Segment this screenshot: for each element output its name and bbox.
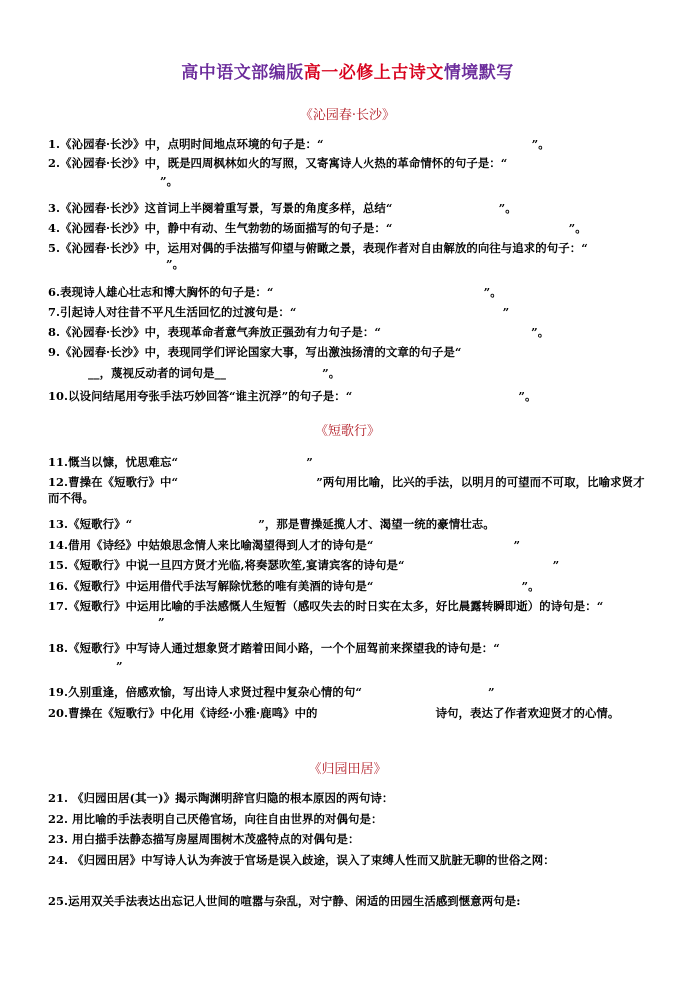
section-heading-guiyuantianju: 《归园田居》 <box>308 762 387 777</box>
question-4: 4.《沁园春·长沙》中，静中有动、生气勃勃的场面描写的句子是：“ ”。 <box>48 221 587 235</box>
question-19: 19.久别重逢，倍感欢愉，写出诗人求贤过程中复杂心情的句“ ” <box>48 685 495 699</box>
question-17: 17.《短歌行》中运用比喻的手法感慨人生短暂（感叹失去的时日实在太多，好比晨露转瞬即逝）的诗句是：“” <box>48 599 604 629</box>
question-8: 8.《沁园春·长沙》中，表现革命者意气奔放正强劲有力句子是：“ ”。 <box>48 325 550 339</box>
question-18-end: ” <box>116 659 123 673</box>
question-11: 11.慨当以慷，忧思难忘“ ” <box>48 455 313 469</box>
question-20: 20.曹操在《短歌行》中化用《诗经·小雅·鹿鸣》中的 诗句，表达了作者欢迎贤才的心情。 <box>48 706 620 720</box>
page-title <box>0 58 695 83</box>
section-heading-duangexing: 《短歌行》 <box>314 424 380 439</box>
question-9: 9.《沁园春·长沙》中，表现同学们评论国家大事，写出激浊扬清的文章的句子是“ <box>48 345 462 359</box>
title-part-3: 情境默写 <box>443 63 514 83</box>
question-9-cont: __，蔑视反动者的词句是__ ”。 <box>88 366 341 380</box>
question-7: 7.引起诗人对往昔不平凡生活回忆的过渡句是：“ ” <box>48 305 510 319</box>
question-23: 23. 用白描手法静态描写房屋周围树木茂盛特点的对偶句是： <box>48 832 360 846</box>
question-10: 10.以设问结尾用夸张手法巧妙回答“谁主沉浮”的句子是：“ ”。 <box>48 389 537 403</box>
question-21: 21. 《归园田居(其一)》揭示陶渊明辞官归隐的根本原因的两句诗： <box>48 791 394 805</box>
question-18: 18.《短歌行》中写诗人通过想象贤才踏着田间小路，一个个屈驾前来探望我的诗句是：“ <box>48 641 500 655</box>
question-3: 3.《沁园春·长沙》这首词上半阕着重写景，写景的角度多样，总结“ ”。 <box>48 201 517 215</box>
question-16: 16.《短歌行》中运用借代手法写解除忧愁的唯有美酒的诗句是“ ”。 <box>48 579 540 593</box>
question-25: 25.运用双关手法表达出忘记人世间的喧嚣与杂乱，对宁静、闲适的田园生活感到惬意两句是: <box>48 894 521 908</box>
question-13: 13.《短歌行》“ ”，那是曹操延揽人才、渴望一统的豪情壮志。 <box>48 517 495 531</box>
question-22: 22. 用比喻的手法表明自己厌倦官场，向往自由世界的对偶句是： <box>48 812 383 826</box>
question-12: 12.曹操在《短歌行》中“ ”两句用比喻，比兴的手法，以明月的可望而不可取，比喻求贤才而不得。 <box>48 475 645 505</box>
question-2-end: ”。 <box>160 174 179 188</box>
question-1: 1.《沁园春·长沙》中，点明时间地点环境的句子是：“ ”。 <box>48 137 550 151</box>
section-heading-qinyuanchun: 《沁园春·长沙》 <box>299 108 396 123</box>
question-2: 2.《沁园春·长沙》中，既是四周枫林如火的写照，又寄寓诗人火热的革命情怀的句子是：“ <box>48 156 508 170</box>
question-5: 5.《沁园春·长沙》中，运用对偶的手法描写仰望与俯瞰之景，表现作者对自由解放的向往与追求的句子：“”。 <box>48 241 588 271</box>
question-15: 15.《短歌行》中说一旦四方贤才光临,将奏瑟吹笙,宴请宾客的诗句是“ ” <box>48 558 560 572</box>
question-14: 14.借用《诗经》中姑娘思念情人来比喻渴望得到人才的诗句是“ ” <box>48 538 521 552</box>
question-24: 24. 《归园田居》中写诗人认为奔波于官场是误入歧途，误入了束缚人性而又肮脏无聊的世俗之网： <box>48 853 555 867</box>
title-part-1: 高中语文部编版 <box>181 63 304 83</box>
title-part-2: 高一必修上古诗文 <box>303 63 444 83</box>
question-6: 6.表现诗人雄心壮志和博大胸怀的句子是：“ ”。 <box>48 285 502 299</box>
